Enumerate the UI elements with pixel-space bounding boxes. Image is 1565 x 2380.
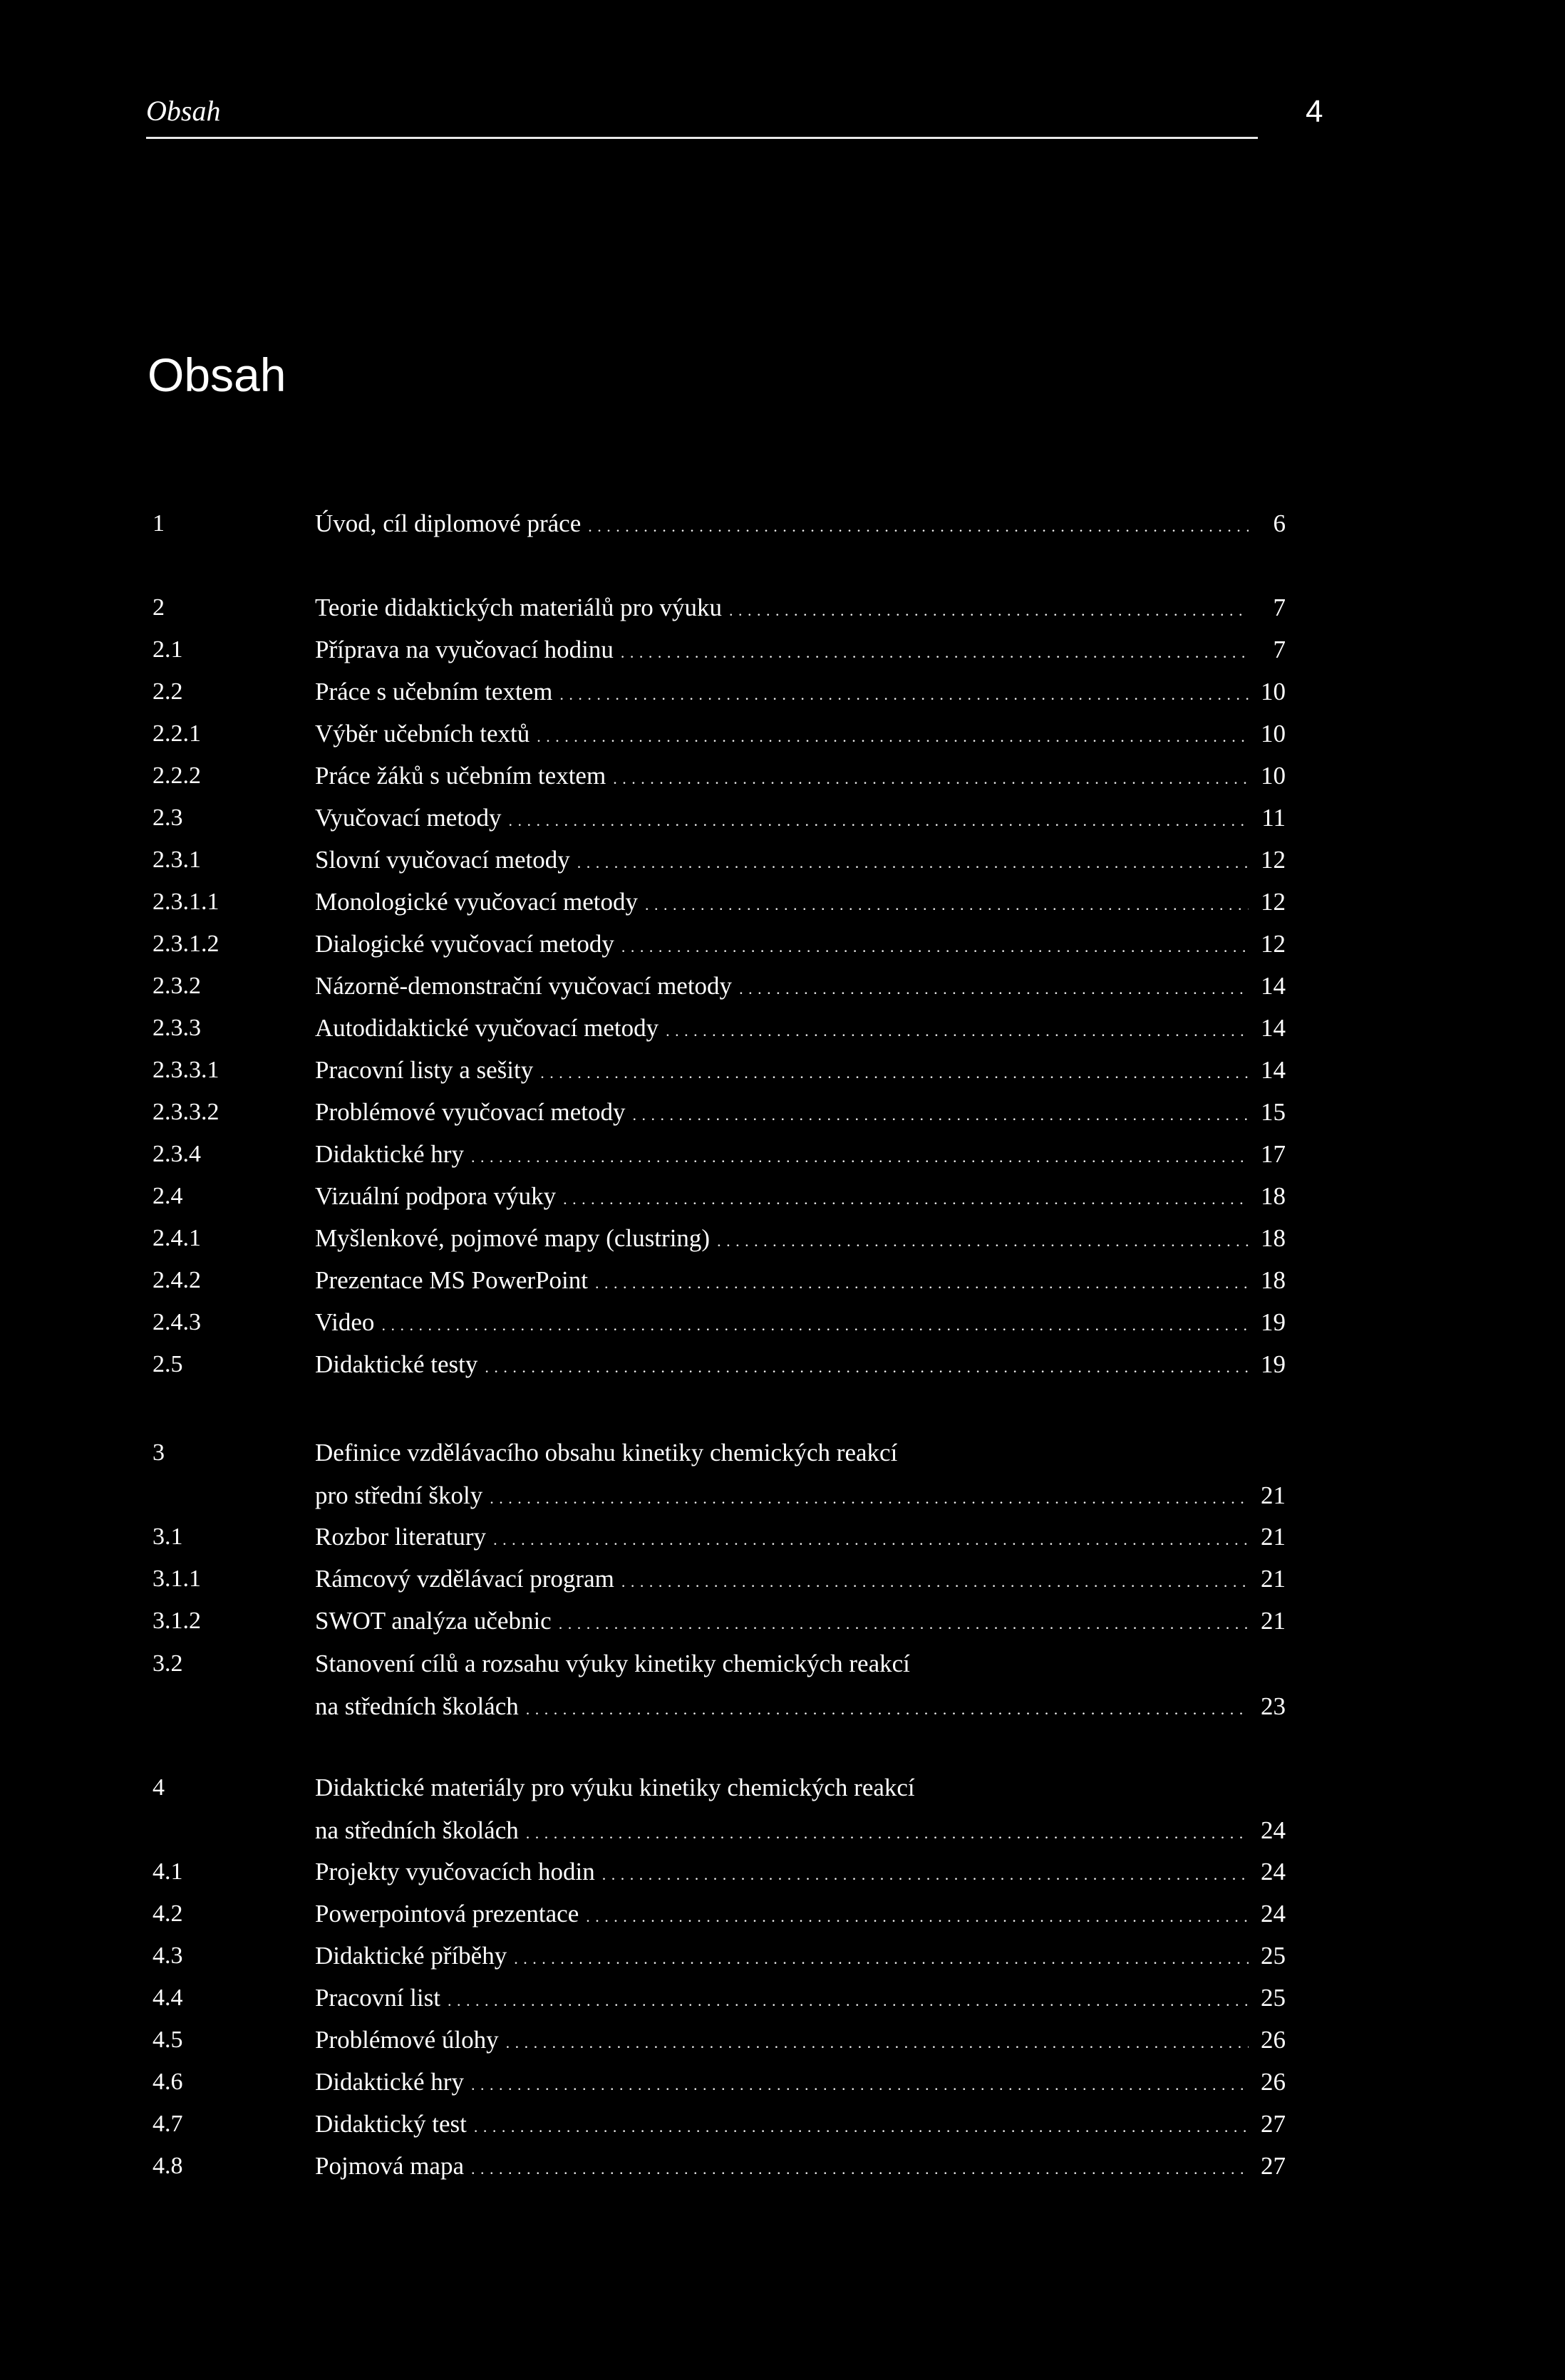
toc-entry <box>315 1305 1286 1340</box>
toc-page-number: 18 <box>1261 1224 1286 1252</box>
toc-entry-title: Didaktické hry <box>315 1140 464 1168</box>
toc-page-number: 6 <box>1273 509 1286 537</box>
toc-entry <box>315 1854 1286 1890</box>
toc-section-number: 4.2 <box>153 1900 183 1927</box>
toc-entry-title: Názorně-demonstrační vyučovací metody <box>315 972 733 1000</box>
toc-entry <box>315 1896 1286 1932</box>
toc-row[interactable] <box>0 800 1565 836</box>
running-header <box>146 93 1258 139</box>
toc-page-number: 24 <box>1261 1900 1286 1928</box>
toc-row[interactable] <box>0 1519 1565 1555</box>
toc-entry-title: pro střední školy <box>315 1481 483 1509</box>
dot-leader <box>563 1179 1249 1217</box>
toc-page-number: 18 <box>1261 1182 1286 1210</box>
dot-leader <box>490 1478 1249 1516</box>
toc-row[interactable] <box>0 1854 1565 1890</box>
toc-page-number: 14 <box>1261 1056 1286 1084</box>
toc-section-number: 3.1 <box>153 1523 183 1550</box>
toc-entry-title: Slovní vyučovací metody <box>315 846 570 874</box>
toc-entry-title: Pracovní listy a sešity <box>315 1056 534 1084</box>
dot-leader <box>666 1010 1249 1049</box>
toc-entry-title: Rozbor literatury <box>315 1523 487 1551</box>
toc-entry-title: na středních školách <box>315 1692 519 1720</box>
toc-page-number: 10 <box>1261 762 1286 790</box>
toc-section-number: 2.4.3 <box>153 1309 201 1335</box>
toc-page-number: 10 <box>1261 678 1286 705</box>
toc-entry <box>315 758 1286 794</box>
toc-row[interactable] <box>0 1052 1565 1088</box>
dot-leader <box>739 968 1249 1007</box>
toc-entry <box>315 506 1286 542</box>
dot-leader <box>595 1263 1249 1301</box>
toc-entry-title: Problémové úlohy <box>315 2026 499 2054</box>
toc-entry-title: Stanovení cílů a rozsahu výuky kinetiky chemických reakcí <box>315 1650 910 1677</box>
toc-entry <box>315 674 1286 710</box>
toc-entry-title: Didaktické materiály pro výuku kinetiky chemických reakcí <box>315 1774 915 1801</box>
toc-section-number: 4.5 <box>153 2027 183 2053</box>
toc-entry-title: Pracovní list <box>315 1984 440 2012</box>
toc-entry <box>315 1052 1286 1088</box>
toc-entry-title: Monologické vyučovací metody <box>315 888 638 916</box>
toc-section-number: 4 <box>153 1774 165 1801</box>
dot-leader <box>621 926 1249 965</box>
dot-leader <box>514 1938 1249 1977</box>
toc-section-number: 4.3 <box>153 1942 183 1969</box>
toc-row[interactable] <box>0 1770 1565 1844</box>
toc-row[interactable] <box>0 716 1565 752</box>
toc-row[interactable] <box>0 1896 1565 1932</box>
toc-entry <box>315 1478 1286 1514</box>
toc-page-number: 15 <box>1261 1098 1286 1126</box>
toc-row[interactable] <box>0 842 1565 878</box>
toc-page-number: 10 <box>1261 720 1286 747</box>
toc-row[interactable] <box>0 590 1565 626</box>
toc-section-number: 2.3.1.1 <box>153 889 219 915</box>
toc-page-number: 19 <box>1261 1350 1286 1378</box>
toc-section-number: 2.3 <box>153 804 183 831</box>
toc-section-number: 2.2 <box>153 678 183 705</box>
toc-row[interactable] <box>0 1305 1565 1340</box>
toc-page-number: 23 <box>1261 1692 1286 1720</box>
toc-row[interactable] <box>0 506 1565 542</box>
dot-leader <box>621 1561 1249 1600</box>
dot-leader <box>506 2022 1249 2061</box>
dot-leader <box>381 1305 1249 1343</box>
toc-entry <box>315 2064 1286 2100</box>
dot-leader <box>717 1221 1249 1259</box>
toc-entry <box>315 1938 1286 1974</box>
toc-page-number: 18 <box>1261 1266 1286 1294</box>
toc-page-number: 14 <box>1261 1014 1286 1042</box>
toc-row[interactable] <box>0 1263 1565 1298</box>
toc-entry-title: Příprava na vyučovací hodinu <box>315 636 614 663</box>
toc-page-number: 7 <box>1273 636 1286 663</box>
toc-entry <box>315 1095 1286 1130</box>
toc-entry <box>315 1689 1286 1724</box>
toc-row[interactable] <box>0 2022 1565 2058</box>
toc-entry <box>315 1137 1286 1172</box>
toc-page-number: 27 <box>1261 2110 1286 2138</box>
toc-section-number: 2.3.3.1 <box>153 1057 219 1083</box>
toc-entry <box>315 1603 1286 1639</box>
toc-row[interactable] <box>0 1938 1565 1974</box>
toc-row[interactable] <box>0 1347 1565 1382</box>
toc-entry-title: Pojmová mapa <box>315 2152 464 2180</box>
toc-section-number: 2.2.1 <box>153 720 201 747</box>
toc-page-number: 17 <box>1261 1140 1286 1168</box>
toc-entry-title: Didaktické příběhy <box>315 1942 507 1970</box>
toc-section-number: 2.4 <box>153 1183 183 1209</box>
toc-entry <box>315 1347 1286 1382</box>
toc-entry <box>315 590 1286 626</box>
toc-entry <box>315 800 1286 836</box>
dot-leader <box>537 716 1249 755</box>
dot-leader <box>577 842 1249 881</box>
toc-row[interactable] <box>0 1179 1565 1214</box>
toc-entry-title: Práce žáků s učebním textem <box>315 762 606 790</box>
dot-leader <box>586 1896 1249 1935</box>
toc-section-number: 3.1.1 <box>153 1566 201 1592</box>
toc-page-number: 7 <box>1273 594 1286 621</box>
toc-section-number: 2.3.3 <box>153 1015 201 1041</box>
toc-entry <box>315 1519 1286 1555</box>
toc-section-number: 2.2.2 <box>153 762 201 789</box>
dot-leader <box>471 1137 1249 1175</box>
dot-leader <box>559 1603 1249 1642</box>
toc-page-number: 11 <box>1261 804 1286 832</box>
toc-entry <box>315 1813 1286 1848</box>
dot-leader <box>471 2148 1249 2187</box>
toc-page-number: 25 <box>1261 1984 1286 2012</box>
toc-section-number: 2.5 <box>153 1351 183 1377</box>
toc-entry <box>315 2022 1286 2058</box>
toc-page-number: 21 <box>1261 1607 1286 1635</box>
toc-page-number: 12 <box>1261 930 1286 958</box>
toc-section-number: 2.3.2 <box>153 973 201 999</box>
dot-leader <box>526 1813 1249 1851</box>
toc-row[interactable] <box>0 2106 1565 2142</box>
toc-entry <box>315 842 1286 878</box>
toc-heading: Obsah <box>148 348 286 401</box>
toc-entry <box>315 1980 1286 2016</box>
toc-section-number: 1 <box>153 510 165 537</box>
toc-section-number: 2.1 <box>153 636 183 663</box>
toc-row[interactable] <box>0 1980 1565 2016</box>
toc-entry-title: Autodidaktické vyučovací metody <box>315 1014 659 1042</box>
toc-entry <box>315 926 1286 962</box>
toc-entry <box>315 2106 1286 2142</box>
toc-row[interactable] <box>0 2064 1565 2100</box>
toc-entry-title: Teorie didaktických materiálů pro výuku <box>315 594 722 621</box>
toc-page-number: 21 <box>1261 1565 1286 1593</box>
dot-leader <box>613 758 1249 797</box>
toc-section-number: 2.3.4 <box>153 1141 201 1167</box>
toc-row[interactable] <box>0 2148 1565 2184</box>
toc-page-number: 12 <box>1261 888 1286 916</box>
toc-row[interactable] <box>0 884 1565 920</box>
toc-row[interactable] <box>0 926 1565 962</box>
toc-entry-title: Didaktické testy <box>315 1350 478 1378</box>
toc-section-number: 4.7 <box>153 2111 183 2137</box>
toc-entry <box>315 1010 1286 1046</box>
toc-page-number: 21 <box>1261 1523 1286 1551</box>
toc-page-number: 27 <box>1261 2152 1286 2180</box>
toc-entry <box>315 1263 1286 1298</box>
toc-entry-title: Práce s učebním textem <box>315 678 553 705</box>
toc-section-number: 2.4.2 <box>153 1267 201 1293</box>
dot-leader <box>621 632 1249 671</box>
page-number: 4 <box>1306 94 1323 129</box>
dot-leader <box>493 1519 1249 1558</box>
dot-leader <box>540 1052 1249 1091</box>
toc-section-number: 2.3.1.2 <box>153 931 219 957</box>
toc-row[interactable] <box>0 632 1565 668</box>
toc-row[interactable] <box>0 1137 1565 1172</box>
toc-row[interactable] <box>0 1435 1565 1509</box>
toc-entry <box>315 884 1286 920</box>
dot-leader <box>526 1689 1249 1727</box>
toc-page-number: 24 <box>1261 1858 1286 1885</box>
toc-page-number: 21 <box>1261 1481 1286 1509</box>
dot-leader <box>559 674 1249 713</box>
dot-leader <box>471 2064 1249 2103</box>
toc-entry-title: Definice vzdělávacího obsahu kinetiky chemických reakcí <box>315 1439 898 1466</box>
toc-row[interactable] <box>0 1646 1565 1720</box>
running-header-title: Obsah <box>146 95 221 127</box>
toc-entry-title: Projekty vyučovacích hodin <box>315 1858 595 1885</box>
toc-entry-title: Video <box>315 1308 375 1336</box>
toc-entry-title: Powerpointová prezentace <box>315 1900 579 1928</box>
toc-section-number: 3.1.2 <box>153 1608 201 1634</box>
toc-row[interactable] <box>0 758 1565 794</box>
toc-row[interactable] <box>0 674 1565 710</box>
dot-leader <box>588 506 1249 544</box>
toc-section-number: 2.4.1 <box>153 1225 201 1251</box>
toc-entry-title: Rámcový vzdělávací program <box>315 1565 614 1593</box>
toc-section-number: 2.3.1 <box>153 847 201 873</box>
toc-row[interactable] <box>0 968 1565 1004</box>
toc-row[interactable] <box>0 1095 1565 1130</box>
toc-section-number: 4.4 <box>153 1985 183 2011</box>
toc-entry-title: Problémové vyučovací metody <box>315 1098 626 1126</box>
toc-entry-title: Výběr učebních textů <box>315 720 530 747</box>
toc-page-number: 24 <box>1261 1816 1286 1844</box>
toc-entry-title: Vizuální podpora výuky <box>315 1182 557 1210</box>
toc-section-number: 2.3.3.2 <box>153 1099 219 1125</box>
toc-entry-title: Dialogické vyučovací metody <box>315 930 614 958</box>
dot-leader <box>508 800 1249 839</box>
toc-page-number: 12 <box>1261 846 1286 874</box>
dot-leader <box>602 1854 1249 1893</box>
toc-section-number: 4.8 <box>153 2153 183 2179</box>
toc-row[interactable] <box>0 1603 1565 1639</box>
toc-entry <box>315 2148 1286 2184</box>
toc-page-number: 26 <box>1261 2026 1286 2054</box>
toc-section-number: 2 <box>153 594 165 621</box>
dot-leader <box>632 1095 1249 1133</box>
toc-entry-title: na středních školách <box>315 1816 519 1844</box>
toc-row[interactable] <box>0 1561 1565 1597</box>
toc-page-number: 26 <box>1261 2068 1286 2096</box>
toc-row[interactable] <box>0 1010 1565 1046</box>
dot-leader <box>474 2106 1249 2145</box>
toc-entry <box>315 1221 1286 1256</box>
toc-page-number: 19 <box>1261 1308 1286 1336</box>
toc-entry <box>315 716 1286 752</box>
toc-entry <box>315 1179 1286 1214</box>
toc-page-number: 25 <box>1261 1942 1286 1970</box>
toc-entry-title: Didaktické hry <box>315 2068 464 2096</box>
toc-section-number: 3 <box>153 1439 165 1466</box>
dot-leader <box>448 1980 1249 2019</box>
toc-page-number: 14 <box>1261 972 1286 1000</box>
toc-entry-title: Vyučovací metody <box>315 804 502 832</box>
dot-leader <box>485 1347 1249 1385</box>
toc-entry-title: Myšlenkové, pojmové mapy (clustring) <box>315 1224 711 1252</box>
toc-entry <box>315 632 1286 668</box>
toc-entry-title: SWOT analýza učebnic <box>315 1607 552 1635</box>
toc-entry <box>315 1561 1286 1597</box>
toc-entry-title: Prezentace MS PowerPoint <box>315 1266 588 1294</box>
dot-leader <box>729 590 1249 628</box>
toc-section-number: 4.6 <box>153 2069 183 2095</box>
toc-entry-title: Didaktický test <box>315 2110 467 2138</box>
toc-entry-title: Úvod, cíl diplomové práce <box>315 509 582 537</box>
dot-leader <box>645 884 1249 923</box>
toc-entry <box>315 968 1286 1004</box>
toc-row[interactable] <box>0 1221 1565 1256</box>
toc-section-number: 4.1 <box>153 1858 183 1885</box>
toc-section-number: 3.2 <box>153 1650 183 1677</box>
